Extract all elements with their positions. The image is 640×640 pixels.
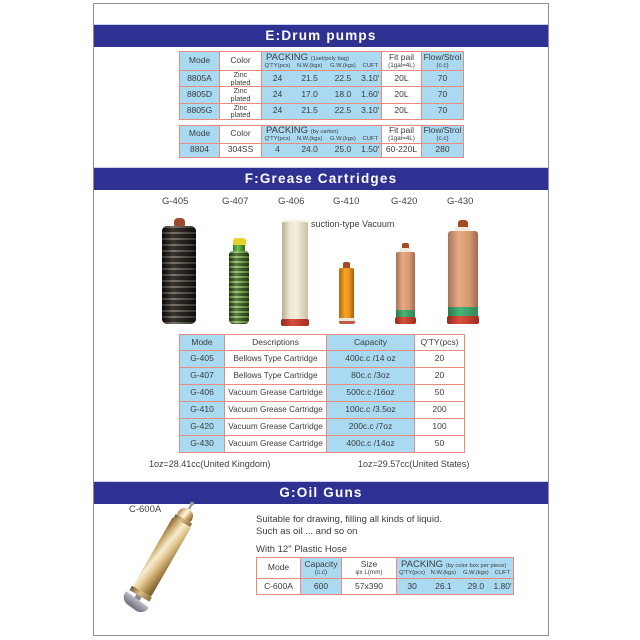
g405-bellows-body <box>162 226 196 324</box>
header-packing: PACKING (by carton) Q'TY(pcs) N.W.(kgs) G.W.(kgs) CUFT <box>262 126 382 144</box>
cell-qty: 20 <box>415 351 465 368</box>
cell-packing: 24 17.0 18.0 1.60' <box>262 87 382 103</box>
cell-qty: 20 <box>415 368 465 385</box>
cell-size: 57x390 <box>342 579 397 595</box>
table-row <box>180 385 465 402</box>
cell-flow: 70 <box>422 71 464 87</box>
product-label-g430: G-430 <box>447 196 474 207</box>
header-flow: Flow/Strol (c.c) <box>422 126 464 144</box>
g406-base <box>281 319 309 326</box>
header-color: Color <box>220 52 262 71</box>
gun-description-line2: Such as oil ... and so on <box>256 526 358 537</box>
gun-description-line1: Suitable for drawing, filling all kinds of liquid. <box>256 514 442 525</box>
g407-bellows-body <box>229 251 249 324</box>
annotation-suction-type: suction-type Vacuum <box>311 219 395 229</box>
drum-pumps-table-carton <box>179 125 464 158</box>
oil-gun-table <box>256 557 514 595</box>
cell-description: Vacuum Grease Cartridge <box>225 402 327 419</box>
g430-base <box>447 316 479 324</box>
cell-qty: 100 <box>415 419 465 436</box>
cell-mode: 8805A <box>180 71 220 87</box>
cartridge-g405-image <box>161 218 197 324</box>
table-row <box>180 402 465 419</box>
cell-color: 304SS <box>220 143 262 157</box>
cell-qty: 50 <box>415 385 465 402</box>
section-f-title: F:Grease Cartridges <box>244 171 398 186</box>
product-label-g410: G-410 <box>333 196 360 207</box>
cell-fit-pail: 20L <box>382 87 422 103</box>
section-g-title: G:Oil Guns <box>279 485 363 500</box>
product-label-g406: G-406 <box>278 196 305 207</box>
header-capacity: Capacity <box>327 335 415 351</box>
g420-green-band <box>396 310 415 317</box>
footnote-us: 1oz=29.57cc(United States) <box>358 459 470 469</box>
header-mode: Mode <box>180 126 220 144</box>
cell-capacity: 100c.c /3.5oz <box>327 402 415 419</box>
cell-qty: 200 <box>415 402 465 419</box>
g420-base <box>395 317 416 324</box>
cell-capacity: 400c.c /14oz <box>327 436 415 453</box>
cell-capacity: 200c.c /7oz <box>327 419 415 436</box>
table-row <box>180 87 464 103</box>
drum-pumps-table-polybag <box>179 51 464 120</box>
g405-cap <box>174 218 185 226</box>
cell-description: Vacuum Grease Cartridge <box>225 436 327 453</box>
cell-mode: 8805D <box>180 87 220 103</box>
cell-description: Bellows Type Cartridge <box>225 351 327 368</box>
catalog-page <box>93 3 549 636</box>
g430-cap <box>458 220 468 227</box>
table-row <box>180 103 464 119</box>
cell-capacity: 400c.c /14 oz <box>327 351 415 368</box>
table-row <box>180 143 464 157</box>
g430-green-band <box>448 307 478 316</box>
table-row <box>180 71 464 87</box>
header-mode: Mode <box>180 335 225 351</box>
cell-color: Zinc plated <box>220 87 262 103</box>
header-flow: Flow/Strol (c.c) <box>422 52 464 71</box>
header-qty: Q'TY(pcs) <box>415 335 465 351</box>
g406-body <box>282 220 308 319</box>
g410-base <box>339 321 355 324</box>
table-row <box>180 368 465 385</box>
cartridge-g420-image <box>395 243 416 324</box>
cell-mode: C-600A <box>257 579 301 595</box>
cell-mode: G-420 <box>180 419 225 436</box>
cell-color: Zinc plated <box>220 103 262 119</box>
section-f-header <box>94 167 548 190</box>
cell-qty: 50 <box>415 436 465 453</box>
table-row <box>257 579 514 595</box>
table-row <box>180 419 465 436</box>
footnote-uk: 1oz=28.41cc(United Kingdom) <box>149 459 271 469</box>
header-fit-pail: Fit pail (1gal=4L) <box>382 126 422 144</box>
cell-capacity: 600 <box>301 579 342 595</box>
cell-packing: 4 24.0 25.0 1.50' <box>262 143 382 157</box>
cell-packing: 24 21.5 22.5 3.10' <box>262 103 382 119</box>
grease-cartridges-table <box>179 334 465 453</box>
cell-capacity: 500c.c /16oz <box>327 385 415 402</box>
gun-hose-note: With 12" Plastic Hose <box>256 544 348 555</box>
header-packing: PACKING (1set/poly bag) Q'TY(pcs) N.W.(kgs) G.W.(kgs) CUFT <box>262 52 382 71</box>
header-capacity: Capacity (c.c) <box>301 558 342 579</box>
cell-fit-pail: 20L <box>382 103 422 119</box>
cell-flow: 70 <box>422 87 464 103</box>
gun-body <box>132 517 190 597</box>
header-fit-pail: Fit pail (1gal=4L) <box>382 52 422 71</box>
header-descriptions: Descriptions <box>225 335 327 351</box>
table-header-row <box>257 558 514 579</box>
cell-flow: 70 <box>422 103 464 119</box>
product-label-c600a: C-600A <box>129 504 162 515</box>
g407-cap <box>233 238 246 245</box>
cell-fit-pail: 60-220L <box>382 143 422 157</box>
header-color: Color <box>220 126 262 144</box>
cell-color: Zinc plated <box>220 71 262 87</box>
table-row <box>180 351 465 368</box>
product-label-g407: G-407 <box>222 196 249 207</box>
cell-mode: 8804 <box>180 143 220 157</box>
cell-capacity: 80c.c /3oz <box>327 368 415 385</box>
cell-mode: G-406 <box>180 385 225 402</box>
cell-mode: G-405 <box>180 351 225 368</box>
header-mode: Mode <box>180 52 220 71</box>
cartridge-g407-image <box>228 238 250 324</box>
table-header-row <box>180 52 464 71</box>
header-packing: PACKING (by color box per piece) Q'TY(pcs) N.W.(kgs) G.W.(kgs) CUFT <box>397 558 514 579</box>
g410-body <box>339 268 354 318</box>
table-header-row <box>180 335 465 351</box>
cell-mode: G-410 <box>180 402 225 419</box>
cell-description: Vacuum Grease Cartridge <box>225 385 327 402</box>
cell-mode: G-407 <box>180 368 225 385</box>
g420-body <box>396 252 415 310</box>
cell-flow: 280 <box>422 143 464 157</box>
cell-description: Bellows Type Cartridge <box>225 368 327 385</box>
cell-packing: 24 21.5 22.5 3.10' <box>262 71 382 87</box>
cell-mode: G-430 <box>180 436 225 453</box>
header-mode: Mode <box>257 558 301 579</box>
g430-body <box>448 231 478 307</box>
cell-fit-pail: 20L <box>382 71 422 87</box>
cell-packing: 30 26.1 29.0 1.80' <box>397 579 514 595</box>
product-label-g405: G-405 <box>162 196 189 207</box>
table-row <box>180 436 465 453</box>
cartridge-g406-image <box>281 220 309 326</box>
cell-mode: 8805G <box>180 103 220 119</box>
cell-description: Vacuum Grease Cartridge <box>225 419 327 436</box>
product-label-g420: G-420 <box>391 196 418 207</box>
cartridge-g410-image <box>338 262 355 324</box>
section-e-header <box>94 24 548 47</box>
table-header-row <box>180 126 464 144</box>
section-g-header <box>94 481 548 504</box>
cartridge-g430-image <box>446 220 479 324</box>
header-size: Size φx L(mm) <box>342 558 397 579</box>
section-e-title: E:Drum pumps <box>265 28 377 43</box>
